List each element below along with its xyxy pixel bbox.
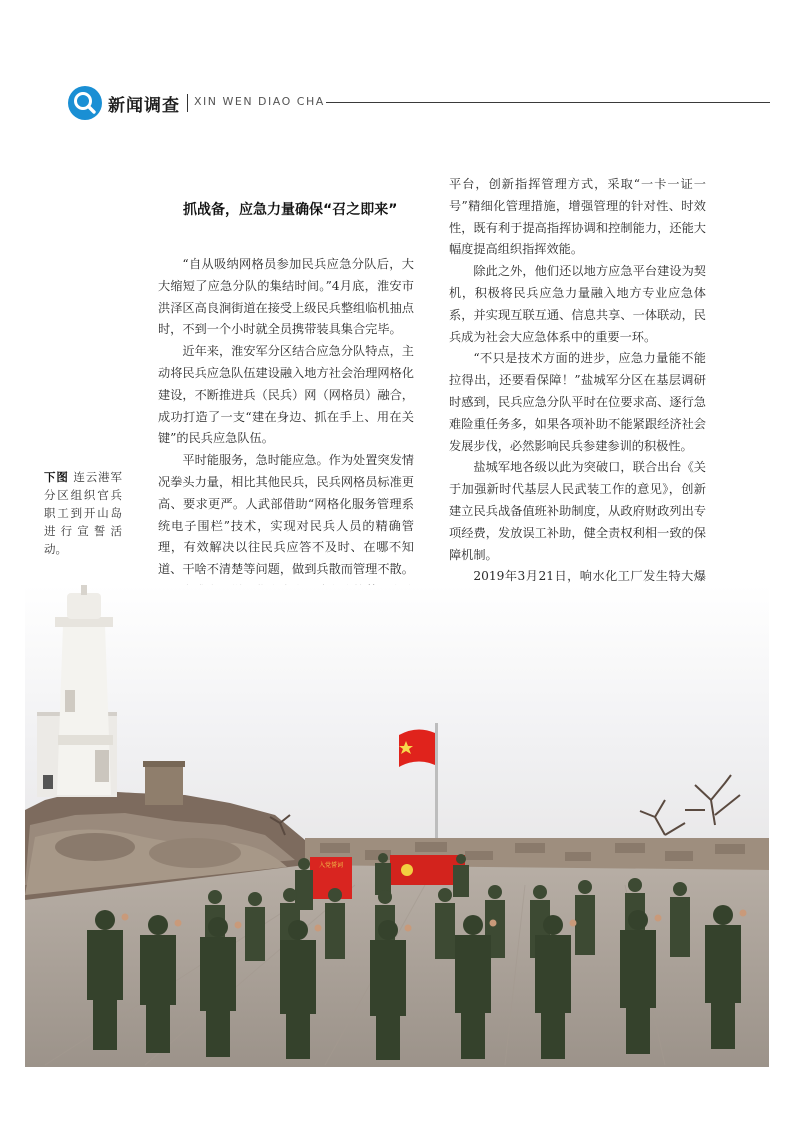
banner-text: 入党誓词 xyxy=(318,862,344,869)
article-paragraph: 平台，创新指挥管理方式，采取“一卡一证一号”精细化管理措施，增强管理的针对性、时效性，既有利于提高指挥协调和控制能力，还能大幅度提高组织指挥效能。 xyxy=(449,177,706,257)
search-icon xyxy=(68,86,102,120)
oath-ceremony-photo xyxy=(25,585,769,1067)
header-rule xyxy=(326,102,770,103)
magnifier-badge xyxy=(68,86,102,120)
article-heading: 抓战备，应急力量确保“召之即来” xyxy=(183,202,398,218)
article-paragraph: “自从吸纳网格员参加民兵应急分队后，大大缩短了应急分队的集结时间。”4月底，淮安市洪泽区高良涧街道在接受上级民兵整组临机抽点时，不到一个小时就全员携带装具集合完毕。 xyxy=(158,257,414,337)
photo-caption xyxy=(44,468,122,558)
header-separator xyxy=(187,94,188,112)
caption-text: 连云港军分区组织官兵职工到开山岛进行宣誓活动。 xyxy=(44,470,122,556)
article-paragraph: 2019年3月21日，响水化工厂发生特大爆 xyxy=(473,569,706,584)
photo-illustration xyxy=(25,585,769,1067)
caption-label: 下图 xyxy=(44,470,69,484)
article-paragraph: 近年来，淮安军分区结合应急分队特点，主动将民兵应急队伍建设融入地方社会治理网格化建设，不断推进兵（民兵）网（网格员）融合，成功打造了一支“建在身边、抓在手上、用在关键”的民兵应急队伍。 xyxy=(158,344,414,446)
section-pinyin: XIN WEN DIAO CHA xyxy=(194,95,325,108)
section-header xyxy=(68,86,770,122)
article-paragraph: “不只是技术方面的进步，应急力量能不能拉得出，还要看保障！”盐城军分区在基层调研时感到，民兵应急分队平时在位要求高、逐行急难险重任务多，如果各项补助不能紧跟经济社会发展步伐，必然影响民兵参建参训的积极性。 xyxy=(449,351,706,453)
article-paragraph: 盐城军地各级以此为突破口，联合出台《关于加强新时代基层人民武装工作的意见》，创新建立民兵战备值班补助制度，从政府财政列出专项经费，发放误工补助，健全责权利相一致的保障机制。 xyxy=(449,460,706,562)
section-title: 新闻调查 xyxy=(108,96,180,116)
article-paragraph: 平时能服务，急时能应急。作为处置突发情况拳头力量，相比其他民兵，民兵网格员标准更高、要求更严。人武部借助“网格化服务管理系统电子围栏”技术，实现对民兵人员的精确管理，有效解决以往民兵应答不及时、在哪不知道、干啥不清楚等问题，做到兵散而管理不散。 xyxy=(158,453,414,577)
article-paragraph: 除此之外，他们还以地方应急平台建设为契机，积极将民兵应急力量融入地方专业应急体系，并实现互联互通、信息共享、一体联动，民兵成为社会大应急体系中的重要一环。 xyxy=(449,264,706,344)
